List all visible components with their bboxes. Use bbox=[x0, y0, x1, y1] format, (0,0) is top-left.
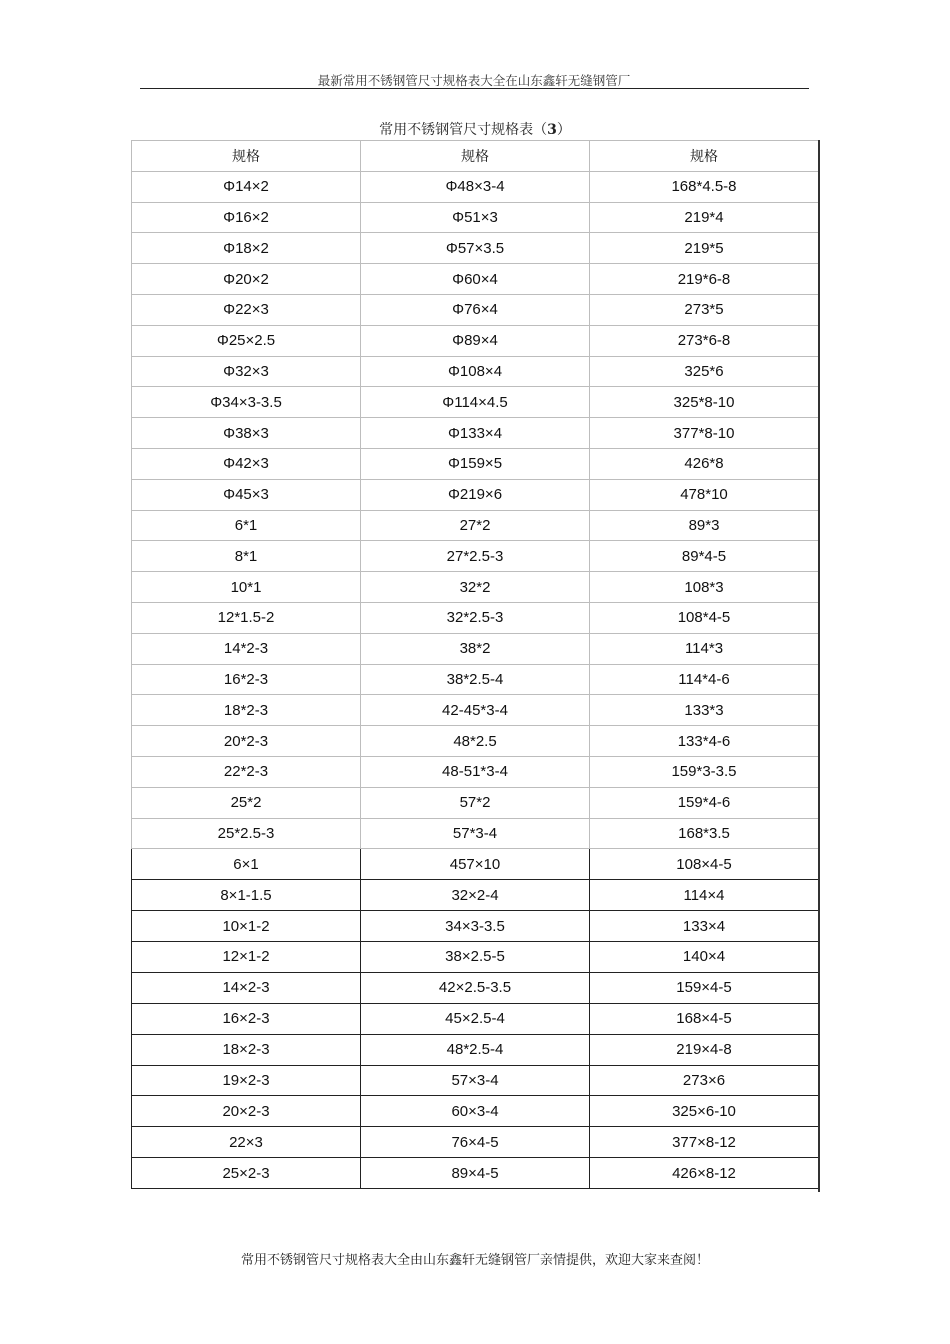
table-cell: 89*3 bbox=[590, 510, 819, 541]
table-cell: 14×2-3 bbox=[132, 972, 361, 1003]
table-cell: 8*1 bbox=[132, 541, 361, 572]
table-cell: 159*3-3.5 bbox=[590, 756, 819, 787]
table-row bbox=[132, 541, 819, 572]
table-cell: 38×2.5-5 bbox=[361, 942, 590, 973]
table-cell: 14*2-3 bbox=[132, 633, 361, 664]
table-row bbox=[132, 1158, 819, 1189]
table-row bbox=[132, 1096, 819, 1127]
table-cell: 478*10 bbox=[590, 479, 819, 510]
table-cell: 42-45*3-4 bbox=[361, 695, 590, 726]
table-cell: 219*4 bbox=[590, 202, 819, 233]
table-cell: 219*6-8 bbox=[590, 264, 819, 295]
table-cell: Φ114×4.5 bbox=[361, 387, 590, 418]
table-cell: 133*3 bbox=[590, 695, 819, 726]
table-cell: Φ14×2 bbox=[132, 171, 361, 202]
table-row bbox=[132, 356, 819, 387]
table-row bbox=[132, 387, 819, 418]
table-cell: Φ42×3 bbox=[132, 448, 361, 479]
table-row bbox=[132, 448, 819, 479]
table-row bbox=[132, 942, 819, 973]
table-cell: Φ219×6 bbox=[361, 479, 590, 510]
table-row bbox=[132, 787, 819, 818]
table-cell: Φ38×3 bbox=[132, 418, 361, 449]
table-cell: 133×4 bbox=[590, 911, 819, 942]
table-cell: 16×2-3 bbox=[132, 1003, 361, 1034]
table-cell: 377*8-10 bbox=[590, 418, 819, 449]
table-cell: 12×1-2 bbox=[132, 942, 361, 973]
table-title-number: 3 bbox=[547, 122, 557, 138]
table-cell: 377×8-12 bbox=[590, 1127, 819, 1158]
table-title-prefix: 常用不锈钢管尺寸规格表（ bbox=[379, 122, 548, 138]
table-row bbox=[132, 418, 819, 449]
table-cell: 20×2-3 bbox=[132, 1096, 361, 1127]
table-cell: 48*2.5-4 bbox=[361, 1034, 590, 1065]
table-cell: 42×2.5-3.5 bbox=[361, 972, 590, 1003]
table-cell: 133*4-6 bbox=[590, 726, 819, 757]
table-cell: Φ16×2 bbox=[132, 202, 361, 233]
table-row bbox=[132, 171, 819, 202]
table-row bbox=[132, 695, 819, 726]
table-cell: 426*8 bbox=[590, 448, 819, 479]
table-row bbox=[132, 818, 819, 849]
table-cell: 89×4-5 bbox=[361, 1158, 590, 1189]
table-row bbox=[132, 1127, 819, 1158]
table-row bbox=[132, 633, 819, 664]
table-cell: Φ108×4 bbox=[361, 356, 590, 387]
spec-table bbox=[131, 140, 819, 1189]
table-cell: 325*6 bbox=[590, 356, 819, 387]
table-cell: 57*3-4 bbox=[361, 818, 590, 849]
table-cell: 10*1 bbox=[132, 572, 361, 603]
table-row bbox=[132, 602, 819, 633]
table-cell: 12*1.5-2 bbox=[132, 602, 361, 633]
table-cell: 8×1-1.5 bbox=[132, 880, 361, 911]
table-cell: 22*2-3 bbox=[132, 756, 361, 787]
table-cell: 25×2-3 bbox=[132, 1158, 361, 1189]
table-cell: 45×2.5-4 bbox=[361, 1003, 590, 1034]
table-header-row bbox=[132, 141, 819, 172]
table-cell: Φ34×3-3.5 bbox=[132, 387, 361, 418]
table-cell: 57*2 bbox=[361, 787, 590, 818]
table-cell: 168×4-5 bbox=[590, 1003, 819, 1034]
table-row bbox=[132, 510, 819, 541]
table-cell: 114×4 bbox=[590, 880, 819, 911]
table-cell: 34×3-3.5 bbox=[361, 911, 590, 942]
table-cell: 89*4-5 bbox=[590, 541, 819, 572]
table-cell: Φ22×3 bbox=[132, 294, 361, 325]
table-cell: 108×4-5 bbox=[590, 849, 819, 880]
table-cell: 108*4-5 bbox=[590, 602, 819, 633]
table-cell: Φ18×2 bbox=[132, 233, 361, 264]
table-row bbox=[132, 726, 819, 757]
table-cell: 325×6-10 bbox=[590, 1096, 819, 1127]
table-cell: 25*2 bbox=[132, 787, 361, 818]
table-cell: Φ51×3 bbox=[361, 202, 590, 233]
table-row bbox=[132, 294, 819, 325]
table-row bbox=[132, 1034, 819, 1065]
table-cell: Φ45×3 bbox=[132, 479, 361, 510]
table-cell: 76×4-5 bbox=[361, 1127, 590, 1158]
table-cell: 273×6 bbox=[590, 1065, 819, 1096]
table-row bbox=[132, 1065, 819, 1096]
table-row bbox=[132, 972, 819, 1003]
table-cell: 18×2-3 bbox=[132, 1034, 361, 1065]
table-title bbox=[131, 119, 819, 139]
table-cell: 273*6-8 bbox=[590, 325, 819, 356]
table-row bbox=[132, 264, 819, 295]
table-cell: 18*2-3 bbox=[132, 695, 361, 726]
table-title-suffix: ） bbox=[556, 122, 571, 138]
column-header: 规格 bbox=[590, 141, 819, 172]
table-cell: 168*4.5-8 bbox=[590, 171, 819, 202]
table-row bbox=[132, 664, 819, 695]
table-cell: Φ60×4 bbox=[361, 264, 590, 295]
page-footer: 常用不锈钢管尺寸规格表大全由山东鑫轩无缝钢管厂亲情提供，欢迎大家来查阅！ bbox=[240, 1253, 709, 1268]
table-cell: 25*2.5-3 bbox=[132, 818, 361, 849]
table-cell: 57×3-4 bbox=[361, 1065, 590, 1096]
table-cell: 48-51*3-4 bbox=[361, 756, 590, 787]
page-header: 最新常用不锈钢管尺寸规格表大全在山东鑫轩无缝钢管厂 bbox=[317, 73, 631, 88]
column-header: 规格 bbox=[361, 141, 590, 172]
table-cell: 114*3 bbox=[590, 633, 819, 664]
table-cell: 19×2-3 bbox=[132, 1065, 361, 1096]
table-cell: 32*2 bbox=[361, 572, 590, 603]
table-cell: 60×3-4 bbox=[361, 1096, 590, 1127]
table-cell: 48*2.5 bbox=[361, 726, 590, 757]
table-cell: 426×8-12 bbox=[590, 1158, 819, 1189]
table-cell: 20*2-3 bbox=[132, 726, 361, 757]
table-row bbox=[132, 1003, 819, 1034]
table-row bbox=[132, 325, 819, 356]
table-cell: 159*4-6 bbox=[590, 787, 819, 818]
table-row bbox=[132, 572, 819, 603]
table-cell: 219*5 bbox=[590, 233, 819, 264]
table-cell: 457×10 bbox=[361, 849, 590, 880]
table-body bbox=[132, 171, 819, 1188]
table-cell: 6*1 bbox=[132, 510, 361, 541]
table-cell: Φ57×3.5 bbox=[361, 233, 590, 264]
table-cell: Φ25×2.5 bbox=[132, 325, 361, 356]
table-cell: 159×4-5 bbox=[590, 972, 819, 1003]
table-right-edge bbox=[818, 140, 820, 1192]
table-cell: 140×4 bbox=[590, 942, 819, 973]
table-cell: Φ89×4 bbox=[361, 325, 590, 356]
table-cell: Φ32×3 bbox=[132, 356, 361, 387]
table-cell: 219×4-8 bbox=[590, 1034, 819, 1065]
table-cell: 273*5 bbox=[590, 294, 819, 325]
table-row bbox=[132, 202, 819, 233]
header-rule bbox=[140, 88, 809, 89]
table-row bbox=[132, 911, 819, 942]
table-cell: 6×1 bbox=[132, 849, 361, 880]
table-cell: 325*8-10 bbox=[590, 387, 819, 418]
table-cell: 27*2.5-3 bbox=[361, 541, 590, 572]
table-cell: 10×1-2 bbox=[132, 911, 361, 942]
table-row bbox=[132, 756, 819, 787]
table-row bbox=[132, 233, 819, 264]
table-cell: 22×3 bbox=[132, 1127, 361, 1158]
table-cell: 38*2 bbox=[361, 633, 590, 664]
table-cell: Φ133×4 bbox=[361, 418, 590, 449]
table-cell: 108*3 bbox=[590, 572, 819, 603]
table-cell: 27*2 bbox=[361, 510, 590, 541]
table-cell: Φ20×2 bbox=[132, 264, 361, 295]
table-row bbox=[132, 479, 819, 510]
table-cell: Φ76×4 bbox=[361, 294, 590, 325]
table-row bbox=[132, 849, 819, 880]
table-cell: Φ48×3-4 bbox=[361, 171, 590, 202]
table-row bbox=[132, 880, 819, 911]
table-cell: 168*3.5 bbox=[590, 818, 819, 849]
table-cell: 114*4-6 bbox=[590, 664, 819, 695]
table-cell: 38*2.5-4 bbox=[361, 664, 590, 695]
column-header: 规格 bbox=[132, 141, 361, 172]
table-cell: 32×2-4 bbox=[361, 880, 590, 911]
table-cell: 16*2-3 bbox=[132, 664, 361, 695]
table-cell: Φ159×5 bbox=[361, 448, 590, 479]
table-cell: 32*2.5-3 bbox=[361, 602, 590, 633]
